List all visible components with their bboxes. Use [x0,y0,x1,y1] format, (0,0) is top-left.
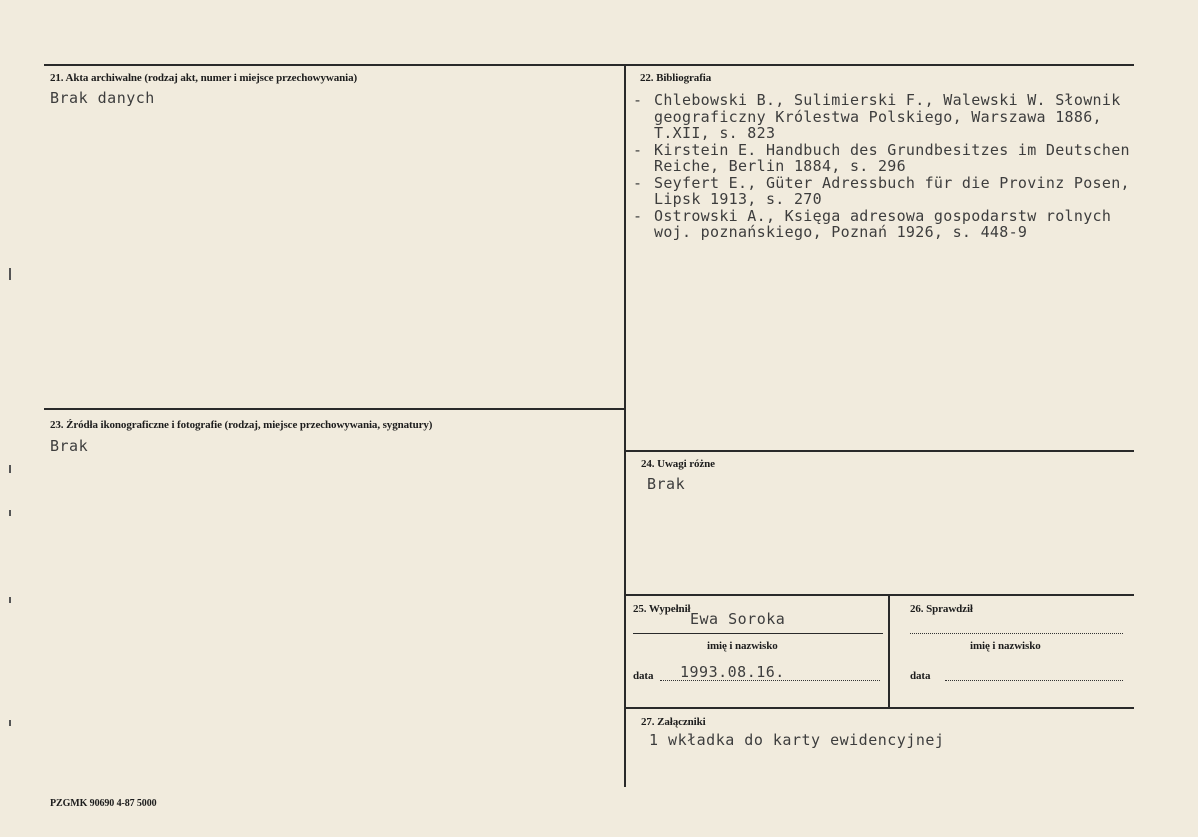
edge-mark [9,720,11,726]
section-27-label: 27. Załączniki [641,716,706,728]
checked-by-name-rule [910,633,1123,634]
edge-mark [9,597,11,603]
bibliography-entry-line: Lipsk 1913, s. 270 [654,190,822,208]
bibliography-entry [633,142,1174,175]
filled-by-date: 1993.08.16. [680,663,785,681]
section-24-label: 24. Uwagi różne [641,458,715,470]
bibliography-entry-dash: - [633,140,643,159]
section-22-label: 22. Bibliografia [640,72,712,84]
filled-by-name: Ewa Soroka [690,610,786,628]
bibliography-entry [633,92,1174,142]
bibliography-entry-line: Seyfert E., Güter Adressbuch für die Provinz Posen, [654,173,1130,192]
attachments-top-rule [626,707,1134,709]
bibliography-entry-dash: - [633,206,643,225]
filled-by-date-rule [660,680,880,681]
filled-by-name-rule [633,633,883,634]
top-rule [44,64,1134,66]
bibliography-entry-line: Ostrowski A., Księga adresowa gospodarstw rolnych [654,206,1112,225]
print-code: PZGMK 90690 4-87 5000 [50,798,157,809]
section-24-value: Brak [647,475,686,493]
section-23-value: Brak [50,437,89,455]
checked-by-date-label: data [910,670,931,682]
bibliography-entry-dash: - [633,91,643,109]
bibliography-entry-line: Chlebowski B., Sulimierski F., Walewski W. Słownik [654,91,1121,109]
filled-by-date-label: data [633,670,654,682]
bibliography-entry [633,208,1174,241]
bibliography-entry-line: woj. poznańskiego, Poznań 1926, s. 448-9 [654,223,1028,241]
bibliography-entry-dash: - [633,173,643,192]
section-26-label: 26. Sprawdził [910,603,973,615]
section-27-value: 1 wkładka do karty ewidencyjnej [649,731,945,749]
checked-by-name-caption: imię i nazwisko [970,640,1041,652]
edge-mark [9,268,11,280]
edge-mark [9,465,11,473]
bibliography-entry-line: Reiche, Berlin 1884, s. 296 [654,157,906,175]
section-21-value: Brak danych [50,89,155,107]
filled-by-name-caption: imię i nazwisko [707,640,778,652]
signatures-top-rule [626,594,1134,596]
bibliography-entry-line: Kirstein E. Handbuch des Grundbesitzes im Deutschen [654,140,1130,159]
checked-by-date-rule [945,680,1123,681]
center-divider [624,64,626,787]
left-mid-rule [44,408,624,410]
signatures-divider [888,595,890,708]
bibliography-entry-line: T.XII, s. 823 [654,124,776,142]
section-25-label: 25. Wypełnił [633,603,691,615]
bibliography-entry-line: geograficzny Królestwa Polskiego, Warszawa 1886, [654,107,1102,126]
section-23-label: 23. Źródła ikonograficzne i fotografie (rodzaj, miejsce przechowywania, sygnatury) [50,419,433,431]
bibliography-list [633,92,1174,241]
edge-mark [9,510,11,516]
bibliography-entry [633,175,1174,208]
section-21-label: 21. Akta archiwalne (rodzaj akt, numer i miejsce przechowywania) [50,72,358,84]
bib-bottom-rule [626,450,1134,452]
